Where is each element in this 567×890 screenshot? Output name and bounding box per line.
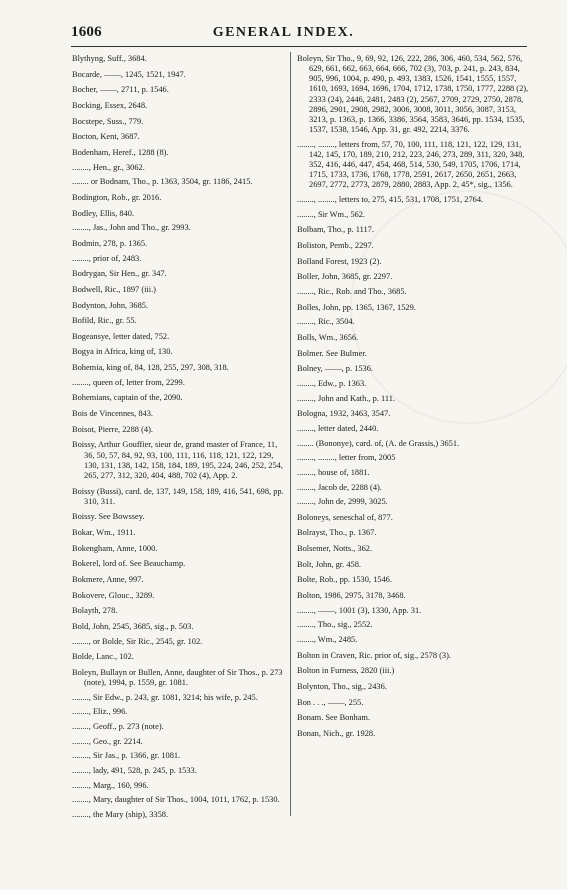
index-entry (72, 117, 284, 127)
index-entry-text: ........, Mary, daughter of Sir Thos., 1004, 1011, 1762, p. 1530. (72, 795, 280, 805)
index-entry-text: Bolney, ——, p. 1536. (297, 364, 373, 374)
index-entry (297, 682, 530, 692)
index-entry-text: ........, ——, 1001 (3), 1330, App. 31. (297, 605, 422, 615)
index-entry (297, 424, 530, 434)
index-entry (72, 378, 284, 388)
index-entry-text: Bocking, Essex, 2648. (72, 100, 148, 110)
index-entry (297, 591, 530, 601)
index-entry-text: Boliston, Pemb., 2297. (297, 241, 374, 250)
index-entry (297, 698, 530, 708)
index-entry-text: ........, queen of, letter from, 2299. (72, 377, 185, 387)
index-entry-text: Bocton, Kent, 3687. (72, 132, 140, 142)
index-entry-text: Boleyn, Sir Tho., 9, 69, 92, 126, 222, 286, 306, 460, 534, 562, 576, 629, 661, 662, 663, 664, 666, 702 (3), 703, p. 241, p. 243, 834, 905, 996, 1004, p. 490, p. 493, 1383, 1526, 1541, 1555, 1557, 1610, 1693, 1694, 1696, 1704, 1712, 1738, 1750, 1777, 2288 (2), 2333 (24), 2446, 2481, 2483 (2), 2567, 2709, 2729, 2750, 2878, 2896, 2901, 2908, 2982, 3006, 3008, 3011, 3056, 3087, 3153, 3213, p. 1363, p. 1366, 3386, 3564, 3583, 3646, pp. 1534, 1535, 1537, 1538, 1546, App. 31, gr. 492, 2214, 3376. (297, 54, 531, 135)
index-entry-text: Bocstepe, Suss., 779. (72, 116, 144, 126)
index-entry-text: ........, ........, letters to, 275, 415, 531, 1708, 1751, 2764. (297, 195, 484, 205)
index-entry (72, 101, 284, 111)
index-entry-text: ........, Jacob de, 2288 (4). (297, 482, 382, 492)
index-entry (297, 483, 530, 493)
index-entry (297, 241, 530, 251)
index-entry (297, 257, 530, 267)
index-entry (72, 239, 284, 249)
index-entry-text: ........, John de, 2999, 3025. (297, 497, 388, 507)
index-entry-text: Boloneys, seneschal of, 877. (297, 512, 393, 522)
index-entry-text: ........, or Bolde, Sir Ric., 2545, gr. 102. (72, 636, 203, 646)
index-entry (297, 606, 530, 616)
index-entry (297, 349, 530, 359)
index-entry-text: Boller, John, 3685, gr. 2297. (297, 272, 393, 282)
index-entry (297, 195, 530, 205)
index-entry-text: ........, lady, 491, 528, p. 245, p. 1533. (72, 766, 197, 775)
index-entry (72, 209, 284, 219)
index-entry (72, 652, 284, 662)
index-entry-text: ........, Ric., Rob. and Tho., 3685. (297, 286, 407, 296)
index-entry (72, 751, 284, 761)
index-entry (297, 635, 530, 645)
index-entry-text: Bolton, 1986, 2975, 3178, 3468. (297, 591, 406, 601)
index-entry (72, 637, 284, 647)
index-entry-text: Bokovere, Glouc., 3289. (72, 590, 155, 600)
index-entry (72, 148, 284, 158)
index-entry (72, 332, 284, 342)
index-entry-text: Bolte, Rob., pp. 1530, 1546. (297, 575, 392, 585)
index-entry (297, 54, 530, 135)
index-entry (72, 810, 284, 820)
index-entry (72, 575, 284, 585)
index-entry (297, 575, 530, 585)
index-entry-text: Bolynton, Tho., sig., 2436. (297, 682, 387, 692)
index-entry-text: ........, Geoff., p. 273 (note). (72, 722, 164, 732)
index-entry (72, 781, 284, 791)
index-entry-text: ........, ........, letter from, 2005 (297, 453, 396, 463)
index-entry (297, 713, 530, 723)
index-entry-text: Bodley, Ellis, 840. (72, 208, 135, 218)
index-entry-text: ........, Edw., p. 1363. (297, 378, 367, 388)
index-entry-text: ........, Jas., John and Tho., gr. 2993. (72, 223, 191, 233)
right-index-column (297, 54, 530, 745)
index-entry (72, 269, 284, 279)
page-number: 1606 (71, 24, 102, 40)
index-entry (72, 722, 284, 732)
index-entry (297, 468, 530, 478)
index-entry (72, 347, 284, 357)
index-entry-text: ........, Eliz., 996. (72, 707, 128, 717)
index-entry (72, 606, 284, 616)
index-entry (72, 132, 284, 142)
index-entry-text: Bolrayst, Tho., p. 1367. (297, 528, 377, 538)
index-entry (72, 693, 284, 703)
index-entry-text: Bogeansye, letter dated, 752. (72, 331, 170, 341)
index-entry (297, 513, 530, 523)
index-entry-text: Bon . . ., ——, 255. (297, 697, 364, 707)
index-entry (72, 512, 284, 522)
index-entry (297, 379, 530, 389)
index-entry (72, 163, 284, 173)
index-entry (297, 453, 530, 463)
index-entry (72, 54, 284, 64)
index-entry (72, 766, 284, 776)
index-entry-text: Bodmin, 278, p. 1365. (72, 238, 148, 248)
index-entry-text: ........, prior of, 2483. (72, 253, 142, 263)
index-entry-text: Bofild, Ric., gr. 55. (72, 316, 137, 326)
index-entry-text: Boissy (Bussi), card. de, 137, 149, 158, 189, 416, 541, 698, pp. 310, 311. (72, 486, 286, 506)
index-entry-text: Bodwell, Ric., 1897 (iii.) (72, 284, 156, 294)
column-divider (290, 52, 291, 816)
index-entry (297, 394, 530, 404)
index-entry (72, 622, 284, 632)
index-entry (297, 729, 530, 739)
index-entry (72, 316, 284, 326)
index-entry (72, 440, 284, 481)
index-entry-text: ........, letter dated, 2440. (297, 423, 379, 433)
running-head-title: GENERAL INDEX. (212, 25, 355, 40)
index-entry-text: Boissy, Arthur Gouffier, sieur de, grand master of France, 11, 36, 50, 57, 84, 92, 93, 100, 111, 116, 118, 121, 122, 129, 130, 131, 138, 142, 158, 184, 189, 195, 224, 246, 252, 254, 265, 277, 312, 320, 404, 488, 702 (4), App. 2. (72, 440, 285, 480)
index-entry (297, 544, 530, 554)
index-entry-text: Bolayth, 278. (72, 606, 118, 616)
index-entry-text: Boissy. See Bowssey. (72, 512, 145, 522)
index-entry (72, 559, 284, 569)
index-entry-text: Bodington, Rob., gr. 2016. (72, 192, 162, 202)
index-entry-text: ........, Tho., sig., 2552. (297, 620, 373, 630)
index-entry (72, 425, 284, 435)
index-entry-text: ........, the Mary (ship), 3358. (72, 809, 169, 819)
index-entry (72, 668, 284, 688)
index-entry-text: Bold, John, 2545, 3685, sig., p. 503. (72, 621, 194, 631)
index-entry (297, 620, 530, 630)
index-entry-text: Bolles, John, pp. 1365, 1367, 1529. (297, 302, 416, 312)
index-entry (72, 254, 284, 264)
index-entry-text: ........, Hen., gr., 3062. (72, 162, 145, 172)
index-entry-text: ........, Geo., gr. 2214. (72, 736, 143, 746)
index-entry-text: ........, Sir Wm., 562. (297, 209, 366, 219)
index-entry-text: Bocarde, ——, 1245, 1521, 1947. (72, 69, 186, 79)
index-entry (72, 177, 284, 187)
index-entry (72, 591, 284, 601)
index-entry-text: Bokar, Wm., 1911. (72, 528, 136, 537)
index-entry-text: Boleyn, Bullayn or Bullen, Anne, daughter of Sir Thos., p. 273 (note), 1994, p. 1559, gr. 1081. (72, 667, 285, 688)
index-entry-text: Bogya in Africa, king of, 130. (72, 347, 173, 357)
index-entry-text: Bohemians, captain of the, 2090. (72, 393, 183, 403)
index-entry-text: Bologna, 1932, 3463, 3547. (297, 409, 391, 419)
index-entry-text: ........, Sir Edw., p. 243, gr. 1081, 3214; his wife, p. 245. (72, 692, 258, 702)
index-entry-text: Bolls, Wm., 3656. (297, 332, 359, 342)
index-entry-text: Bois de Vincennes, 843. (72, 409, 153, 419)
index-entry-text: ........, house of, 1881. (297, 467, 370, 477)
index-entry (297, 225, 530, 235)
index-entry-text: Bonam. See Bonham. (297, 713, 371, 723)
index-entry-text: Boisot, Pierre, 2288 (4). (72, 424, 153, 434)
index-entry (72, 544, 284, 554)
index-entry (297, 409, 530, 419)
index-entry (297, 303, 530, 313)
index-entry-text: Bonan, Nich., gr. 1928. (297, 729, 376, 738)
header-rule (71, 46, 527, 47)
index-entry (72, 707, 284, 717)
index-entry (72, 85, 284, 95)
index-entry (72, 737, 284, 747)
index-entry (72, 528, 284, 538)
index-entry-text: Bolsemer, Notts., 362. (297, 544, 373, 554)
index-entry (72, 70, 284, 80)
index-entry (297, 497, 530, 507)
index-entry-text: ........, Marg., 160, 996. (72, 780, 149, 790)
index-entry (297, 439, 530, 449)
index-entry-text: Bokerel, lord of. See Beauchamp. (72, 559, 186, 569)
index-entry (297, 666, 530, 676)
index-entry (72, 301, 284, 311)
index-entry (297, 272, 530, 282)
index-entry-text: Bolbam, Tho., p. 1117. (297, 225, 374, 235)
index-entry (72, 223, 284, 233)
index-entry (72, 363, 284, 373)
index-entry (297, 364, 530, 374)
index-entry (72, 487, 284, 507)
index-entry-text: Bokengham, Anne, 1000. (72, 543, 158, 553)
index-entry-text: Bolmer. See Bulmer. (297, 348, 367, 358)
index-entry (72, 193, 284, 203)
index-entry-text: Bocher, ——, 2711, p. 1546. (72, 85, 169, 95)
index-entry-text: ........ or Bodnam, Tho., p. 1363, 3504, gr. 1186, 2415. (72, 177, 253, 187)
index-entry-text: Bolde, Lanc., 102. (72, 652, 134, 662)
left-index-column (72, 54, 284, 826)
index-entry-text: Bolton in Furness, 2820 (iii.) (297, 666, 395, 676)
index-entry-text: Bohemia, king of, 84, 128, 255, 297, 308, 318. (72, 363, 229, 373)
index-entry (72, 409, 284, 419)
index-entry (297, 651, 530, 661)
index-entry-text: ........, John and Kath., p. 111. (297, 393, 396, 403)
index-entry (297, 210, 530, 220)
index-entry (297, 287, 530, 297)
index-entry (297, 140, 530, 191)
index-entry-text: Bodynton, John, 3685. (72, 300, 149, 310)
index-entry-text: Bodenham, Heref., 1288 (8). (72, 147, 169, 157)
index-entry-text: Bolt, John, gr. 458. (297, 559, 361, 569)
index-entry (72, 285, 284, 295)
index-entry (297, 317, 530, 327)
index-entry (72, 393, 284, 403)
index-entry-text: Blythyng, Suff., 3684. (72, 54, 147, 63)
index-entry (72, 795, 284, 805)
index-entry-text: ........, Ric., 3504. (297, 317, 355, 327)
index-entry-text: Bolland Forest, 1923 (2). (297, 256, 382, 266)
index-entry-text: Bolton in Craven, Ric. prior of, sig., 2578 (3). (297, 650, 451, 660)
index-entry (297, 528, 530, 538)
index-entry-text: Bodrygan, Sir Hen., gr. 347. (72, 269, 167, 279)
index-entry-text: ........, Sir Jas., p. 1366, gr. 1081. (72, 751, 181, 761)
index-entry-text: ........, Wm., 2485. (297, 635, 358, 645)
index-entry (297, 333, 530, 343)
index-entry-text: ........ (Bononye), card. of, (A. de Grassis,) 3651. (297, 438, 460, 448)
index-entry (297, 560, 530, 570)
index-entry-text: ........, ........, letters from, 57, 70, 100, 111, 118, 121, 122, 129, 131, 142, 145, 170, 189, 210, 212, 223, 246, 273, 289, 311, 320, 348, 352, 416, 446, 447, 454, 468, 514, 530, 549, 1705, 1706, 1714, 1715, 1733, 1736, 1768, 1778, 2591, 2617, 2650, 2651, 2663, 2697, 2772, 2773, 2879, 2880, 2883, App. 2, 45*, sig., 1356. (297, 139, 527, 190)
index-entry-text: Bokmere, Anne, 997. (72, 574, 144, 584)
